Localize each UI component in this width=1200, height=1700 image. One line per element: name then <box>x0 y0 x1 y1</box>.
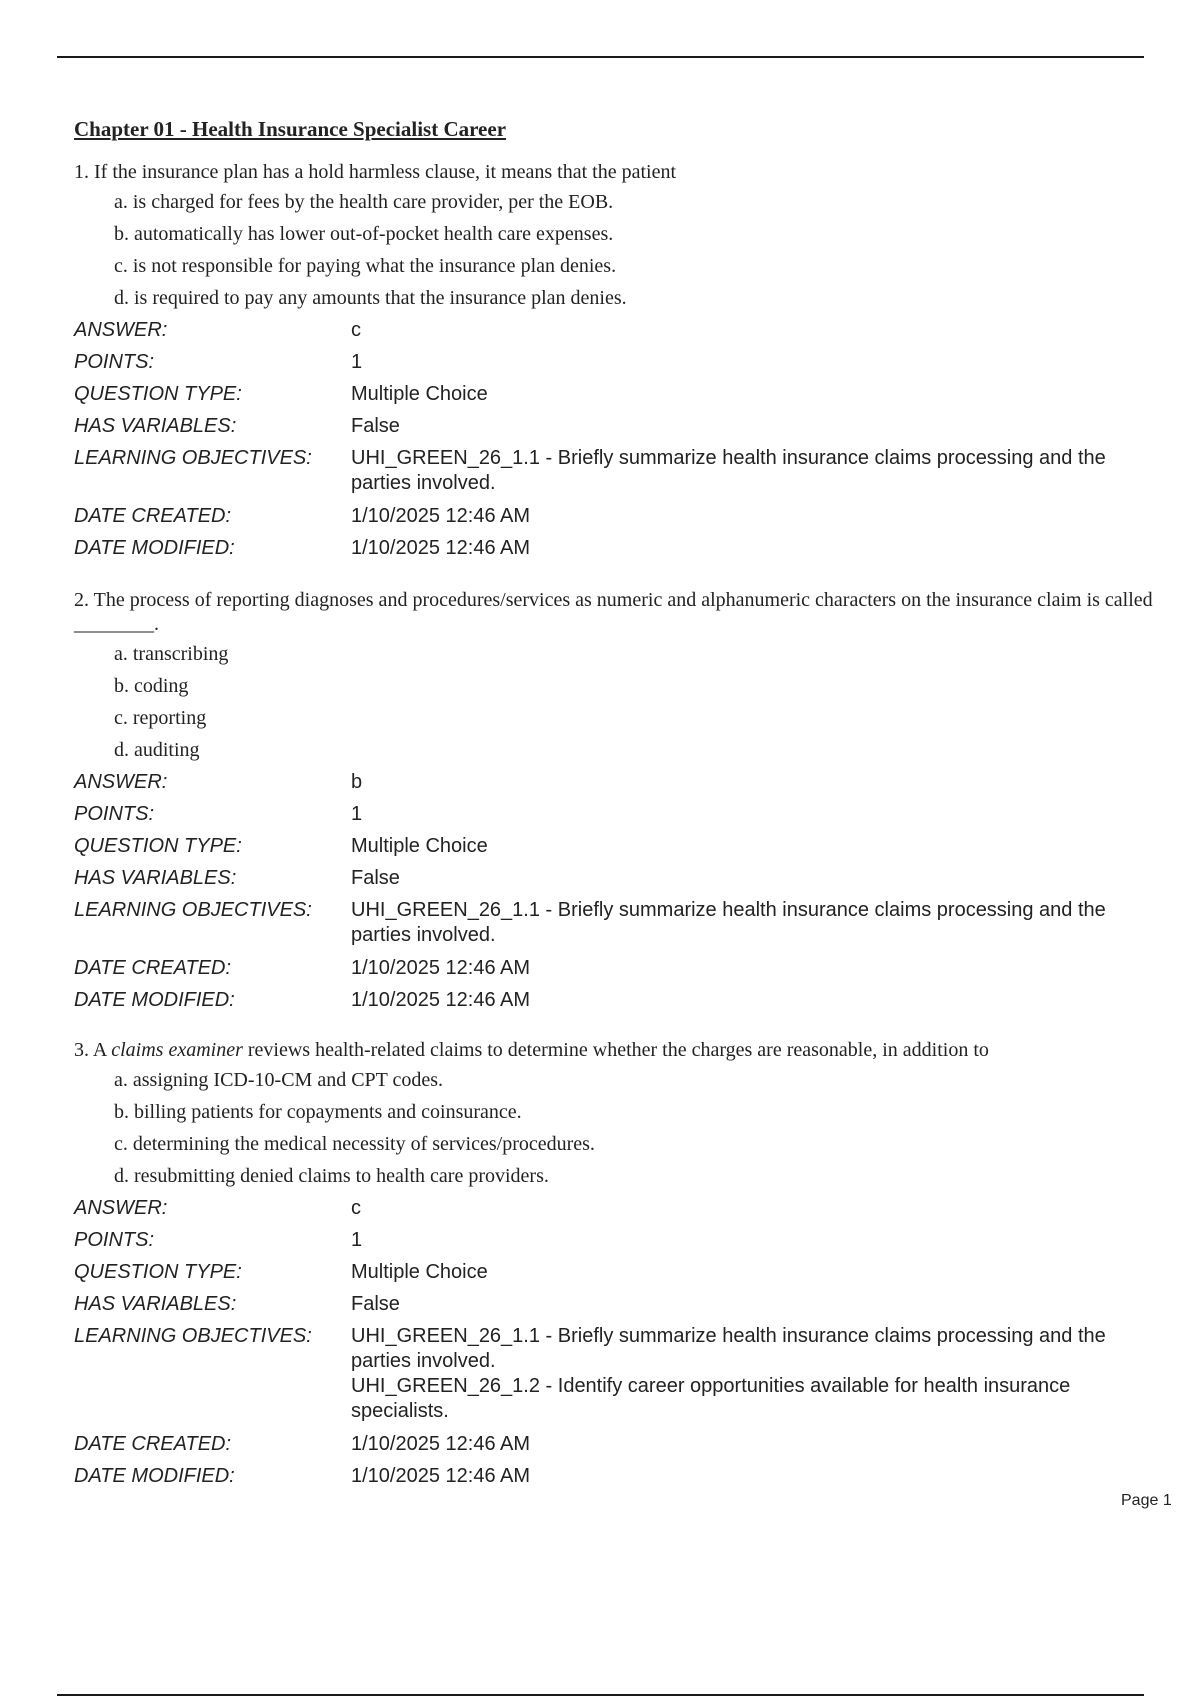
question-2 <box>74 588 1154 1016</box>
learning-objective: UHI_GREEN_26_1.1 - Briefly summarize health insurance claims processing and the parties involved. <box>351 899 1106 946</box>
learning-objectives-row: LEARNING OBJECTIVES: UHI_GREEN_26_1.1 - Briefly summarize health insurance claims processing and the parties involved. <box>74 894 1154 952</box>
question-type-row: QUESTION TYPE: Multiple Choice <box>74 1256 1154 1288</box>
date-modified-value: 1/10/2025 12:46 AM <box>351 1465 531 1487</box>
learning-objective: UHI_GREEN_26_1.1 - Briefly summarize health insurance claims processing and the parties involved. <box>351 447 1106 494</box>
question-stem: 2. The process of reporting diagnoses and procedures/services as numeric and alphanumeric characters on the insurance claim is called ________. <box>74 589 1153 635</box>
option-b: b. automatically has lower out-of-pocket health care expenses. <box>114 223 614 245</box>
option-c: c. is not responsible for paying what the insurance plan denies. <box>114 255 617 277</box>
question-type-row: QUESTION TYPE: Multiple Choice <box>74 378 1154 410</box>
option-c: c. determining the medical necessity of services/procedures. <box>114 1133 595 1155</box>
date-created-row: DATE CREATED: 1/10/2025 12:46 AM <box>74 1428 1154 1460</box>
date-modified-row: DATE MODIFIED: 1/10/2025 12:46 AM <box>74 532 1154 564</box>
option-c: c. reporting <box>114 707 207 729</box>
option-a: a. is charged for fees by the health care provider, per the EOB. <box>114 191 614 213</box>
has-variables-row: HAS VARIABLES: False <box>74 1288 1154 1320</box>
option-d: d. resubmitting denied claims to health care providers. <box>114 1165 549 1187</box>
learning-objectives-row: LEARNING OBJECTIVES: UHI_GREEN_26_1.1 - Briefly summarize health insurance claims processing and the parties involved. <box>74 442 1154 500</box>
question-stem: 3. A claims examiner reviews health-related claims to determine whether the charges are reasonable, in addition to <box>74 1039 989 1061</box>
option-b: b. coding <box>114 675 189 697</box>
bottom-rule <box>57 1694 1144 1696</box>
has-variables-value: False <box>351 1293 400 1315</box>
learning-objectives-value <box>351 1324 1154 1424</box>
learning-objectives-value <box>351 898 1154 948</box>
points-row: POINTS: 1 <box>74 346 1154 378</box>
answer-value: b <box>351 771 363 793</box>
date-created-value: 1/10/2025 12:46 AM <box>351 505 531 527</box>
option-d: d. is required to pay any amounts that the insurance plan denies. <box>114 287 627 309</box>
learning-objective: UHI_GREEN_26_1.2 - Identify career opportunities available for health insurance specialists. <box>351 1375 1071 1422</box>
option-a: a. transcribing <box>114 643 229 665</box>
question-1 <box>74 160 1154 564</box>
answer-row: ANSWER: c <box>74 314 1154 346</box>
answer-options <box>114 186 1154 314</box>
points-value: 1 <box>351 803 363 825</box>
option-d: d. auditing <box>114 739 200 761</box>
date-modified-row: DATE MODIFIED: 1/10/2025 12:46 AM <box>74 1460 1154 1492</box>
question-metadata <box>74 314 1154 564</box>
date-created-row: DATE CREATED: 1/10/2025 12:46 AM <box>74 952 1154 984</box>
chapter-title: Chapter 01 - Health Insurance Specialist Career <box>74 117 507 141</box>
date-created-value: 1/10/2025 12:46 AM <box>351 1433 531 1455</box>
date-created-row: DATE CREATED: 1/10/2025 12:46 AM <box>74 500 1154 532</box>
question-type-value: Multiple Choice <box>351 383 488 405</box>
option-a: a. assigning ICD-10-CM and CPT codes. <box>114 1069 444 1091</box>
question-type-value: Multiple Choice <box>351 1261 488 1283</box>
points-value: 1 <box>351 351 363 373</box>
question-type-value: Multiple Choice <box>351 835 488 857</box>
date-modified-value: 1/10/2025 12:46 AM <box>351 537 531 559</box>
points-row: POINTS: 1 <box>74 798 1154 830</box>
has-variables-value: False <box>351 415 400 437</box>
learning-objectives-row: LEARNING OBJECTIVES: UHI_GREEN_26_1.1 - Briefly summarize health insurance claims processing and the parties involved. UHI_GREEN_26_1.2 - Identify career opportunities available for health insurance specialists. <box>74 1320 1154 1428</box>
answer-row: ANSWER: c <box>74 1192 1154 1224</box>
date-created-value: 1/10/2025 12:46 AM <box>351 957 531 979</box>
question-type-row: QUESTION TYPE: Multiple Choice <box>74 830 1154 862</box>
has-variables-value: False <box>351 867 400 889</box>
points-row: POINTS: 1 <box>74 1224 1154 1256</box>
answer-value: c <box>351 1197 361 1219</box>
question-3 <box>74 1038 1154 1492</box>
learning-objective: UHI_GREEN_26_1.1 - Briefly summarize health insurance claims processing and the parties involved. <box>351 1325 1106 1372</box>
option-b: b. billing patients for copayments and coinsurance. <box>114 1101 522 1123</box>
has-variables-row: HAS VARIABLES: False <box>74 410 1154 442</box>
page-number: Page 1 <box>1121 1492 1172 1509</box>
learning-objectives-value <box>351 446 1154 496</box>
question-stem: 1. If the insurance plan has a hold harmless clause, it means that the patient <box>74 161 677 183</box>
has-variables-row: HAS VARIABLES: False <box>74 862 1154 894</box>
answer-options <box>114 1064 1154 1192</box>
question-metadata <box>74 766 1154 1016</box>
top-rule <box>57 56 1144 58</box>
answer-row: ANSWER: b <box>74 766 1154 798</box>
answer-value: c <box>351 319 361 341</box>
date-modified-row: DATE MODIFIED: 1/10/2025 12:46 AM <box>74 984 1154 1016</box>
date-modified-value: 1/10/2025 12:46 AM <box>351 989 531 1011</box>
answer-options <box>114 638 1154 766</box>
points-value: 1 <box>351 1229 363 1251</box>
question-metadata <box>74 1192 1154 1492</box>
